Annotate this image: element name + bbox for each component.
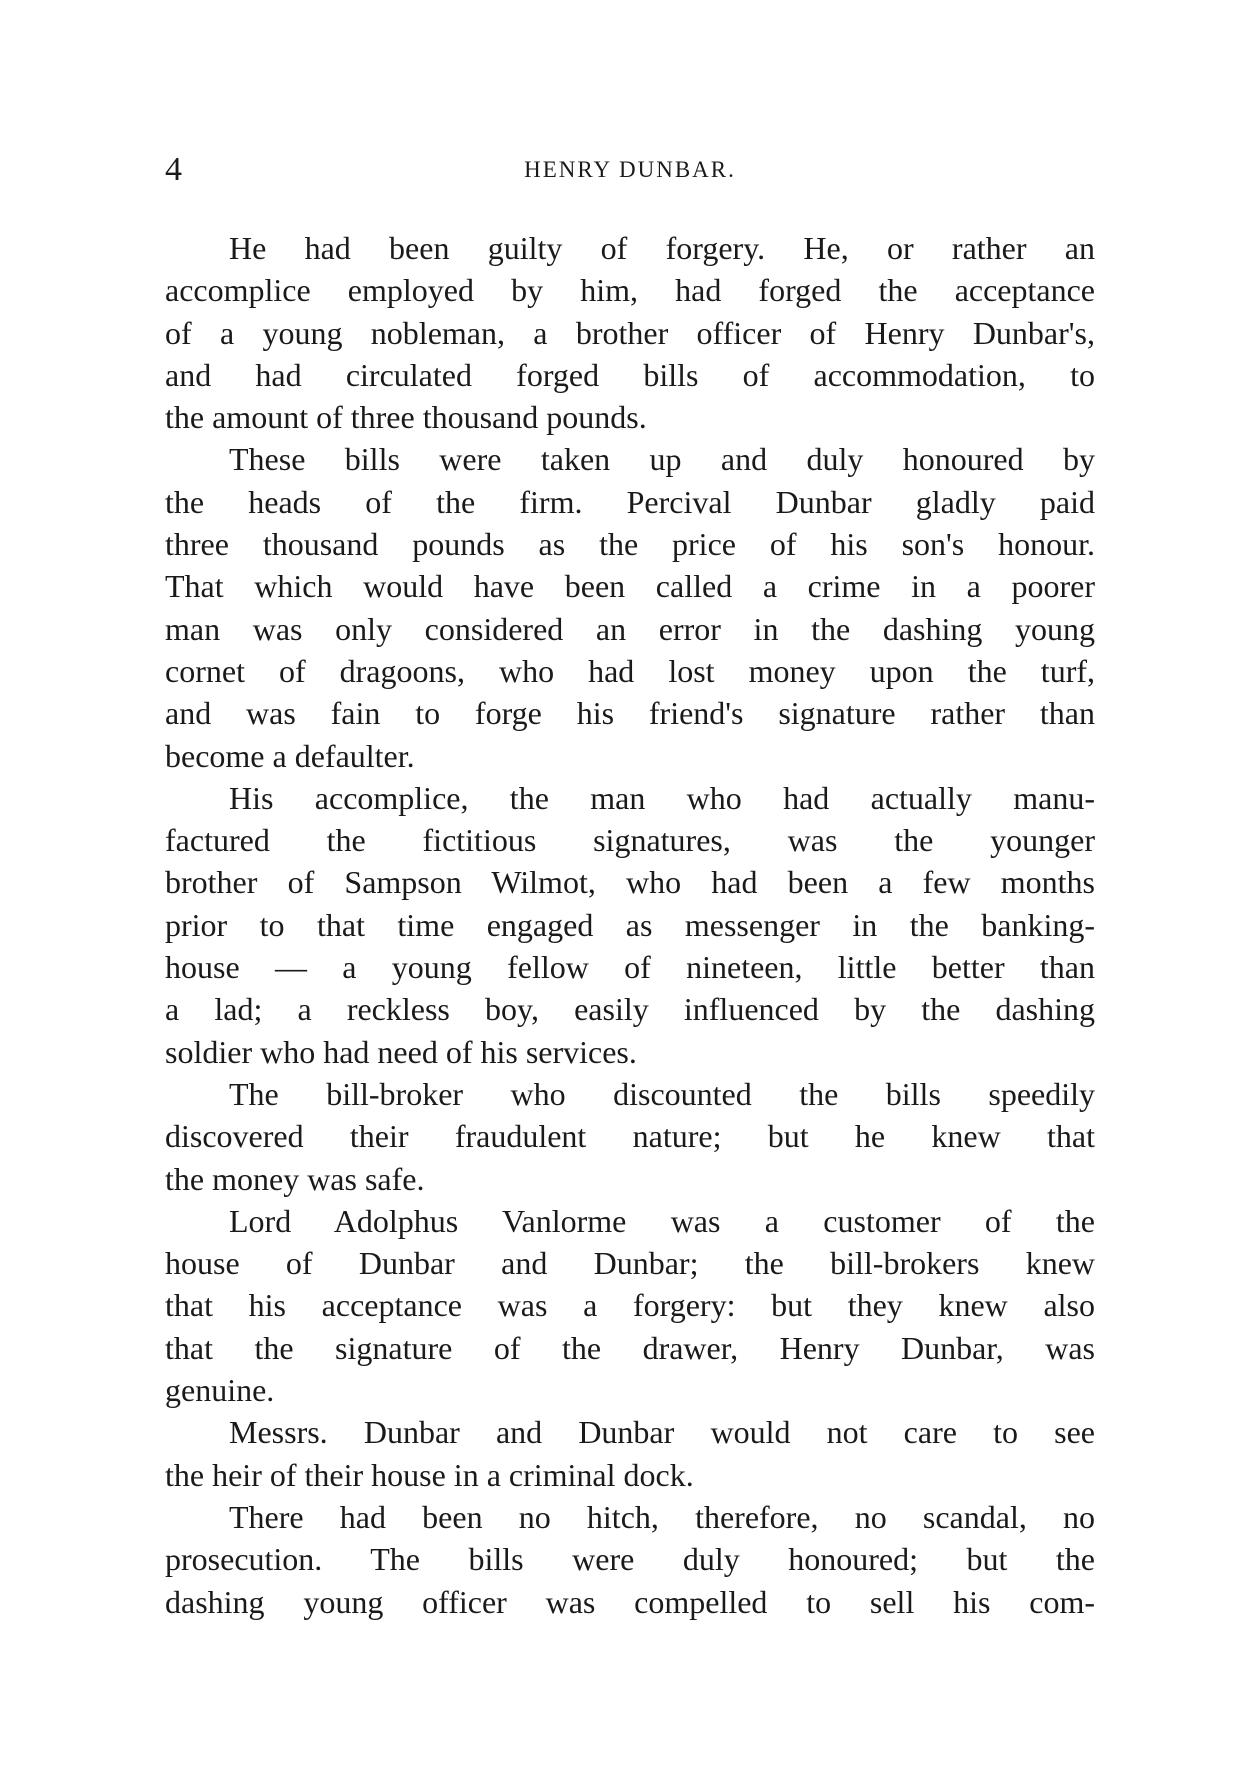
text-line: There had been no hitch, therefore, no scandal, no bbox=[229, 1498, 1095, 1535]
text-line: He had been guilty of forgery. He, or rather an bbox=[229, 230, 1095, 266]
text-line: These bills were taken up and duly honoured by bbox=[229, 441, 1095, 478]
body-text bbox=[165, 227, 1095, 1623]
text-line: cornet of dragoons, who had lost money upon the turf, bbox=[165, 652, 1095, 689]
text-line: the heir of their house in a criminal dock. bbox=[165, 1456, 694, 1493]
text-line: that the signature of the drawer, Henry Dunbar, was bbox=[165, 1329, 1095, 1366]
page-number: 4 bbox=[165, 151, 182, 188]
text-line: the heads of the firm. Percival Dunbar gladly paid bbox=[165, 483, 1095, 520]
text-line: That which would have been called a crime in a poorer bbox=[165, 568, 1095, 605]
text-line: soldier who had need of his services. bbox=[165, 1033, 637, 1070]
paragraph bbox=[165, 1200, 1095, 1411]
text-line: house — a young fellow of nineteen, little better than bbox=[165, 949, 1095, 986]
paragraph bbox=[165, 1411, 1095, 1496]
text-line: the amount of three thousand pounds. bbox=[165, 399, 647, 436]
text-line: dashing young officer was compelled to sell his com- bbox=[165, 1583, 1095, 1620]
text-line: the money was safe. bbox=[165, 1160, 425, 1197]
text-line: man was only considered an error in the dashing young bbox=[165, 610, 1095, 647]
text-line: and had circulated forged bills of accommodation, to bbox=[165, 356, 1095, 393]
text-line: discovered their fraudulent nature; but he knew that bbox=[165, 1118, 1095, 1155]
text-line: His accomplice, the man who had actually manu- bbox=[229, 779, 1095, 816]
paragraph bbox=[165, 438, 1095, 776]
text-line: prior to that time engaged as messenger in the banking- bbox=[165, 906, 1095, 943]
text-line: brother of Sampson Wilmot, who had been a few months bbox=[165, 864, 1095, 901]
text-line: factured the fictitious signatures, was the younger bbox=[165, 822, 1095, 859]
text-line: The bill-broker who discounted the bills speedily bbox=[229, 1075, 1095, 1112]
running-head bbox=[165, 150, 1095, 190]
paragraph bbox=[165, 1496, 1095, 1623]
text-line: genuine. bbox=[165, 1372, 275, 1409]
paragraph bbox=[165, 227, 1095, 438]
text-line: Messrs. Dunbar and Dunbar would not care to see bbox=[229, 1414, 1095, 1451]
text-line: that his acceptance was a forgery: but they knew also bbox=[165, 1287, 1095, 1324]
text-line: three thousand pounds as the price of his son's honour. bbox=[165, 526, 1095, 563]
text-line: prosecution. The bills were duly honoured; but the bbox=[165, 1541, 1095, 1578]
running-title: HENRY DUNBAR. bbox=[524, 157, 736, 182]
paragraph bbox=[165, 1073, 1095, 1200]
text-line: Lord Adolphus Vanlorme was a customer of the bbox=[229, 1202, 1095, 1239]
text-line: of a young nobleman, a brother officer of Henry Dunbar's, bbox=[165, 314, 1095, 351]
text-line: become a defaulter. bbox=[165, 737, 415, 774]
paragraph bbox=[165, 777, 1095, 1073]
text-line: accomplice employed by him, had forged the acceptance bbox=[165, 272, 1095, 309]
text-line: a lad; a reckless boy, easily influenced by the dashing bbox=[165, 991, 1095, 1028]
text-line: and was fain to forge his friend's signature rather than bbox=[165, 695, 1095, 732]
text-line: house of Dunbar and Dunbar; the bill-brokers knew bbox=[165, 1245, 1095, 1282]
